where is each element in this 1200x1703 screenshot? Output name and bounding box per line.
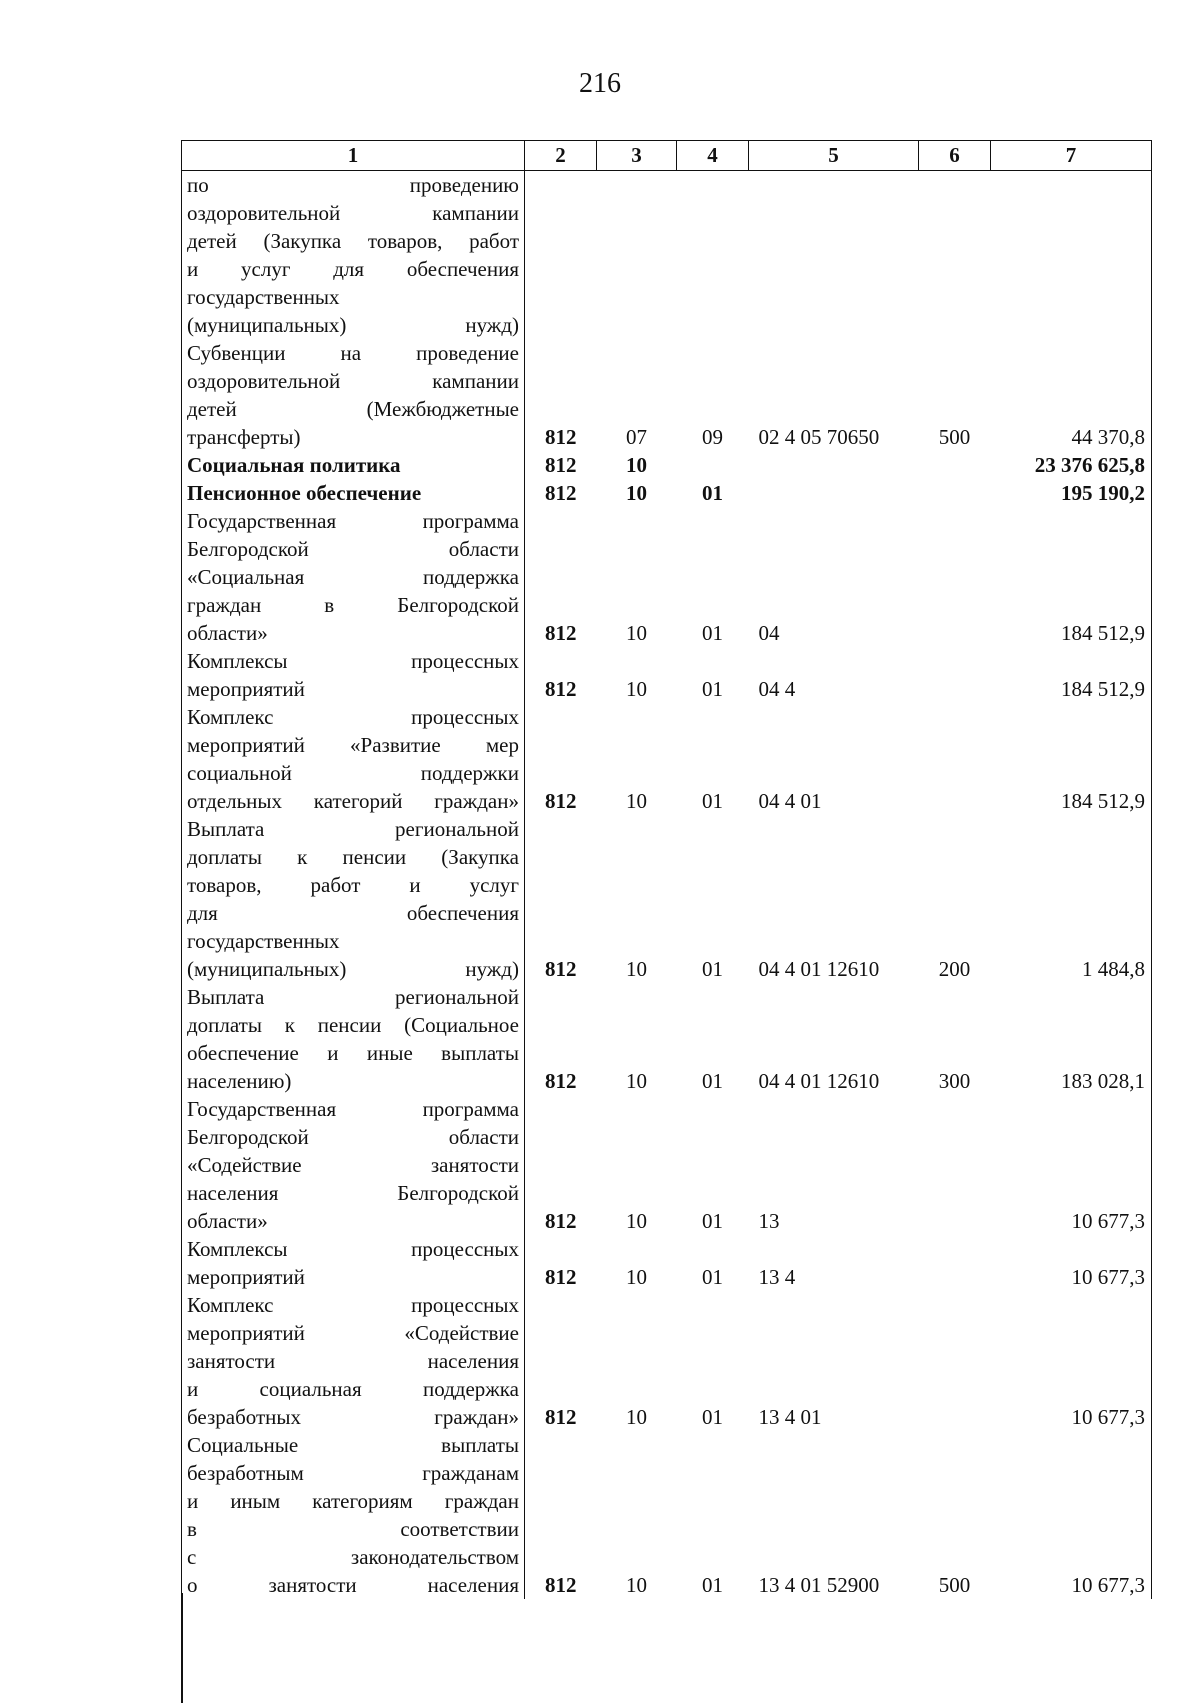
row-name-line: населения Белгородской xyxy=(187,1181,519,1205)
grbs-code-cell xyxy=(525,171,597,340)
table-row xyxy=(182,171,1152,340)
row-name-line: оздоровительной кампании xyxy=(187,369,519,393)
row-name-line: мероприятий xyxy=(187,677,305,701)
row-name-cell xyxy=(182,703,525,815)
section-code-cell: 10 xyxy=(626,789,647,813)
grbs-code-cell: 812 xyxy=(545,957,577,981)
row-name-line: обеспечение и иные выплаты xyxy=(187,1041,519,1065)
section-code-cell: 10 xyxy=(626,621,647,645)
subsection-code-cell: 01 xyxy=(702,677,723,701)
header-row xyxy=(182,141,1152,171)
row-name-line: Социальные выплаты xyxy=(187,1433,519,1457)
row-name-line: Комплексы процессных xyxy=(187,649,519,673)
row-name-line: Белгородской области xyxy=(187,537,519,561)
column-header-5: 5 xyxy=(749,141,919,171)
row-name-line: социальной поддержки xyxy=(187,761,519,785)
table-row xyxy=(182,339,1152,451)
row-name-cell xyxy=(182,507,525,647)
page-number: 216 xyxy=(579,68,621,99)
subsection-code-cell: 01 xyxy=(702,789,723,813)
row-name-line: Комплекс процессных xyxy=(187,1293,519,1317)
row-name-line: государственных xyxy=(187,929,340,953)
section-code-cell xyxy=(597,171,677,340)
row-name-line: детей (Межбюджетные xyxy=(187,397,519,421)
expense-type-cell xyxy=(919,1291,991,1431)
table-row xyxy=(182,647,1152,703)
row-name-cell xyxy=(182,479,525,507)
row-name-line: доплаты к пенсии (Закупка xyxy=(187,845,519,869)
section-code-cell: 07 xyxy=(626,425,647,449)
row-name-cell xyxy=(182,983,525,1095)
row-name-line: (муниципальных) нужд) xyxy=(187,957,519,981)
section-code-cell: 10 xyxy=(626,481,647,505)
row-name-line: по проведению xyxy=(187,173,519,197)
subsection-code-cell: 09 xyxy=(702,425,723,449)
row-name-line: «Содействие занятости xyxy=(187,1153,519,1177)
column-header-6: 6 xyxy=(919,141,991,171)
row-name-line: области» xyxy=(187,621,268,645)
amount-cell: 44 370,8 xyxy=(991,339,1152,451)
row-name-line: мероприятий «Содействие xyxy=(187,1321,519,1345)
row-name-line: государственных xyxy=(187,285,340,309)
column-header-4: 4 xyxy=(677,141,749,171)
table-row xyxy=(182,479,1152,507)
grbs-code-cell: 812 xyxy=(545,1265,577,1289)
subsection-code-cell: 01 xyxy=(702,957,723,981)
subsection-code-cell: 01 xyxy=(702,1573,723,1597)
section-code-cell: 10 xyxy=(626,1209,647,1233)
section-code-cell: 10 xyxy=(626,1069,647,1093)
amount-cell: 10 677,3 xyxy=(991,1291,1152,1431)
subsection-code-cell: 01 xyxy=(702,1209,723,1233)
column-header-7: 7 xyxy=(991,141,1152,171)
row-name-line: товаров, работ и услуг xyxy=(187,873,519,897)
subsection-code-cell xyxy=(677,171,749,340)
target-article-cell xyxy=(749,451,919,479)
expense-type-cell xyxy=(919,1235,991,1291)
table-row xyxy=(182,815,1152,983)
row-name-line: мероприятий «Развитие мер xyxy=(187,733,519,757)
row-name-cell xyxy=(182,815,525,983)
row-name-line: в соответствии xyxy=(187,1517,519,1541)
table-row xyxy=(182,983,1152,1095)
table-row xyxy=(182,1431,1152,1599)
row-name-line: Комплекс процессных xyxy=(187,705,519,729)
amount-cell: 10 677,3 xyxy=(991,1431,1152,1599)
table-header xyxy=(182,141,1152,171)
row-name-cell xyxy=(182,1095,525,1235)
expense-type-cell xyxy=(919,647,991,703)
row-name-line: оздоровительной кампании xyxy=(187,201,519,225)
grbs-code-cell: 812 xyxy=(545,621,577,645)
row-name-cell xyxy=(182,1235,525,1291)
row-name-line: отдельных категорий граждан» xyxy=(187,789,519,813)
row-name-line: Выплата региональной xyxy=(187,817,519,841)
row-name-line: Пенсионное обеспечение xyxy=(187,481,422,505)
row-name-line: населению) xyxy=(187,1069,292,1093)
row-name-line: занятости населения xyxy=(187,1349,519,1373)
row-name-line: Выплата региональной xyxy=(187,985,519,1009)
grbs-code-cell: 812 xyxy=(545,677,577,701)
grbs-code-cell: 812 xyxy=(545,1573,577,1597)
table-row xyxy=(182,507,1152,647)
amount-cell: 1 484,8 xyxy=(991,815,1152,983)
grbs-code-cell: 812 xyxy=(545,789,577,813)
expense-type-cell xyxy=(919,171,991,340)
expense-type-cell xyxy=(919,451,991,479)
subsection-code-cell: 01 xyxy=(702,1069,723,1093)
expense-type-cell: 500 xyxy=(938,1573,971,1597)
amount-cell: 10 677,3 xyxy=(991,1095,1152,1235)
grbs-code-cell: 812 xyxy=(545,1405,577,1429)
row-name-line: и иным категориям граждан xyxy=(187,1489,519,1513)
section-code-cell: 10 xyxy=(626,1265,647,1289)
row-name-line: трансферты) xyxy=(187,425,301,449)
row-name-cell xyxy=(182,339,525,451)
target-article-cell: 04 4 01 xyxy=(758,789,822,813)
expense-type-cell xyxy=(919,507,991,647)
expense-type-cell xyxy=(919,479,991,507)
amount-cell: 23 376 625,8 xyxy=(991,451,1152,479)
row-name-line: безработных граждан» xyxy=(187,1405,519,1429)
row-name-line: безработным гражданам xyxy=(187,1461,519,1485)
section-code-cell: 10 xyxy=(626,453,647,477)
row-name-cell xyxy=(182,647,525,703)
grbs-code-cell: 812 xyxy=(545,1069,577,1093)
table-row xyxy=(182,451,1152,479)
row-name-line: (муниципальных) нужд) xyxy=(187,313,519,337)
row-name-line: мероприятий xyxy=(187,1265,305,1289)
row-name-cell xyxy=(182,451,525,479)
grbs-code-cell: 812 xyxy=(545,453,577,477)
target-article-cell: 04 xyxy=(758,621,780,645)
row-name-line: Государственная программа xyxy=(187,509,519,533)
row-name-line: Государственная программа xyxy=(187,1097,519,1121)
row-name-line: и услуг для обеспечения xyxy=(187,257,519,281)
subsection-code-cell xyxy=(677,451,749,479)
grbs-code-cell: 812 xyxy=(545,481,577,505)
grbs-code-cell: 812 xyxy=(545,425,577,449)
grbs-code-cell: 812 xyxy=(545,1209,577,1233)
target-article-cell xyxy=(749,171,919,340)
budget-table-container xyxy=(181,140,1151,1599)
row-name-line: Комплексы процессных xyxy=(187,1237,519,1261)
section-code-cell: 10 xyxy=(626,1573,647,1597)
row-name-cell xyxy=(182,1431,525,1599)
column-header-3: 3 xyxy=(597,141,677,171)
target-article-cell: 04 4 01 12610 xyxy=(758,957,880,981)
target-article-cell: 13 4 01 xyxy=(758,1405,822,1429)
row-name-line: Социальная политика xyxy=(187,453,401,477)
target-article-cell: 04 4 xyxy=(758,677,796,701)
row-name-line: Белгородской области xyxy=(187,1125,519,1149)
column-header-2: 2 xyxy=(525,141,597,171)
expense-type-cell xyxy=(919,1095,991,1235)
amount-cell: 184 512,9 xyxy=(991,647,1152,703)
section-code-cell: 10 xyxy=(626,957,647,981)
section-code-cell: 10 xyxy=(626,1405,647,1429)
row-name-line: для обеспечения xyxy=(187,901,519,925)
table-row xyxy=(182,1291,1152,1431)
amount-cell: 195 190,2 xyxy=(991,479,1152,507)
amount-cell: 10 677,3 xyxy=(991,1235,1152,1291)
expense-type-cell: 300 xyxy=(938,1069,971,1093)
target-article-cell: 13 4 01 52900 xyxy=(758,1573,880,1597)
subsection-code-cell: 01 xyxy=(702,621,723,645)
row-name-line: области» xyxy=(187,1209,268,1233)
amount-cell: 184 512,9 xyxy=(991,703,1152,815)
target-article-cell: 13 4 xyxy=(758,1265,796,1289)
expense-type-cell: 500 xyxy=(938,425,971,449)
column-header-1: 1 xyxy=(182,141,525,171)
page-left-rule xyxy=(181,1593,183,1703)
amount-cell: 183 028,1 xyxy=(991,983,1152,1095)
subsection-code-cell: 01 xyxy=(702,481,723,505)
expense-type-cell xyxy=(919,703,991,815)
target-article-cell: 04 4 01 12610 xyxy=(758,1069,880,1093)
section-code-cell: 10 xyxy=(626,677,647,701)
table-row xyxy=(182,1235,1152,1291)
amount-cell: 184 512,9 xyxy=(991,507,1152,647)
row-name-line: Субвенции на проведение xyxy=(187,341,519,365)
row-name-line: граждан в Белгородской xyxy=(187,593,519,617)
row-name-line: о занятости населения xyxy=(187,1573,519,1597)
target-article-cell: 02 4 05 70650 xyxy=(758,425,880,449)
row-name-line: доплаты к пенсии (Социальное xyxy=(187,1013,519,1037)
row-name-line: «Социальная поддержка xyxy=(187,565,519,589)
table-row xyxy=(182,1095,1152,1235)
row-name-cell xyxy=(182,171,525,340)
subsection-code-cell: 01 xyxy=(702,1405,723,1429)
subsection-code-cell: 01 xyxy=(702,1265,723,1289)
target-article-cell: 13 xyxy=(758,1209,780,1233)
expense-type-cell: 200 xyxy=(938,957,971,981)
budget-table xyxy=(181,140,1152,1599)
table-row xyxy=(182,703,1152,815)
row-name-cell xyxy=(182,1291,525,1431)
row-name-line: детей (Закупка товаров, работ xyxy=(187,229,519,253)
row-name-line: с законодательством xyxy=(187,1545,519,1569)
amount-cell xyxy=(991,171,1152,340)
table-body xyxy=(182,171,1152,1600)
row-name-line: и социальная поддержка xyxy=(187,1377,519,1401)
target-article-cell xyxy=(749,479,919,507)
